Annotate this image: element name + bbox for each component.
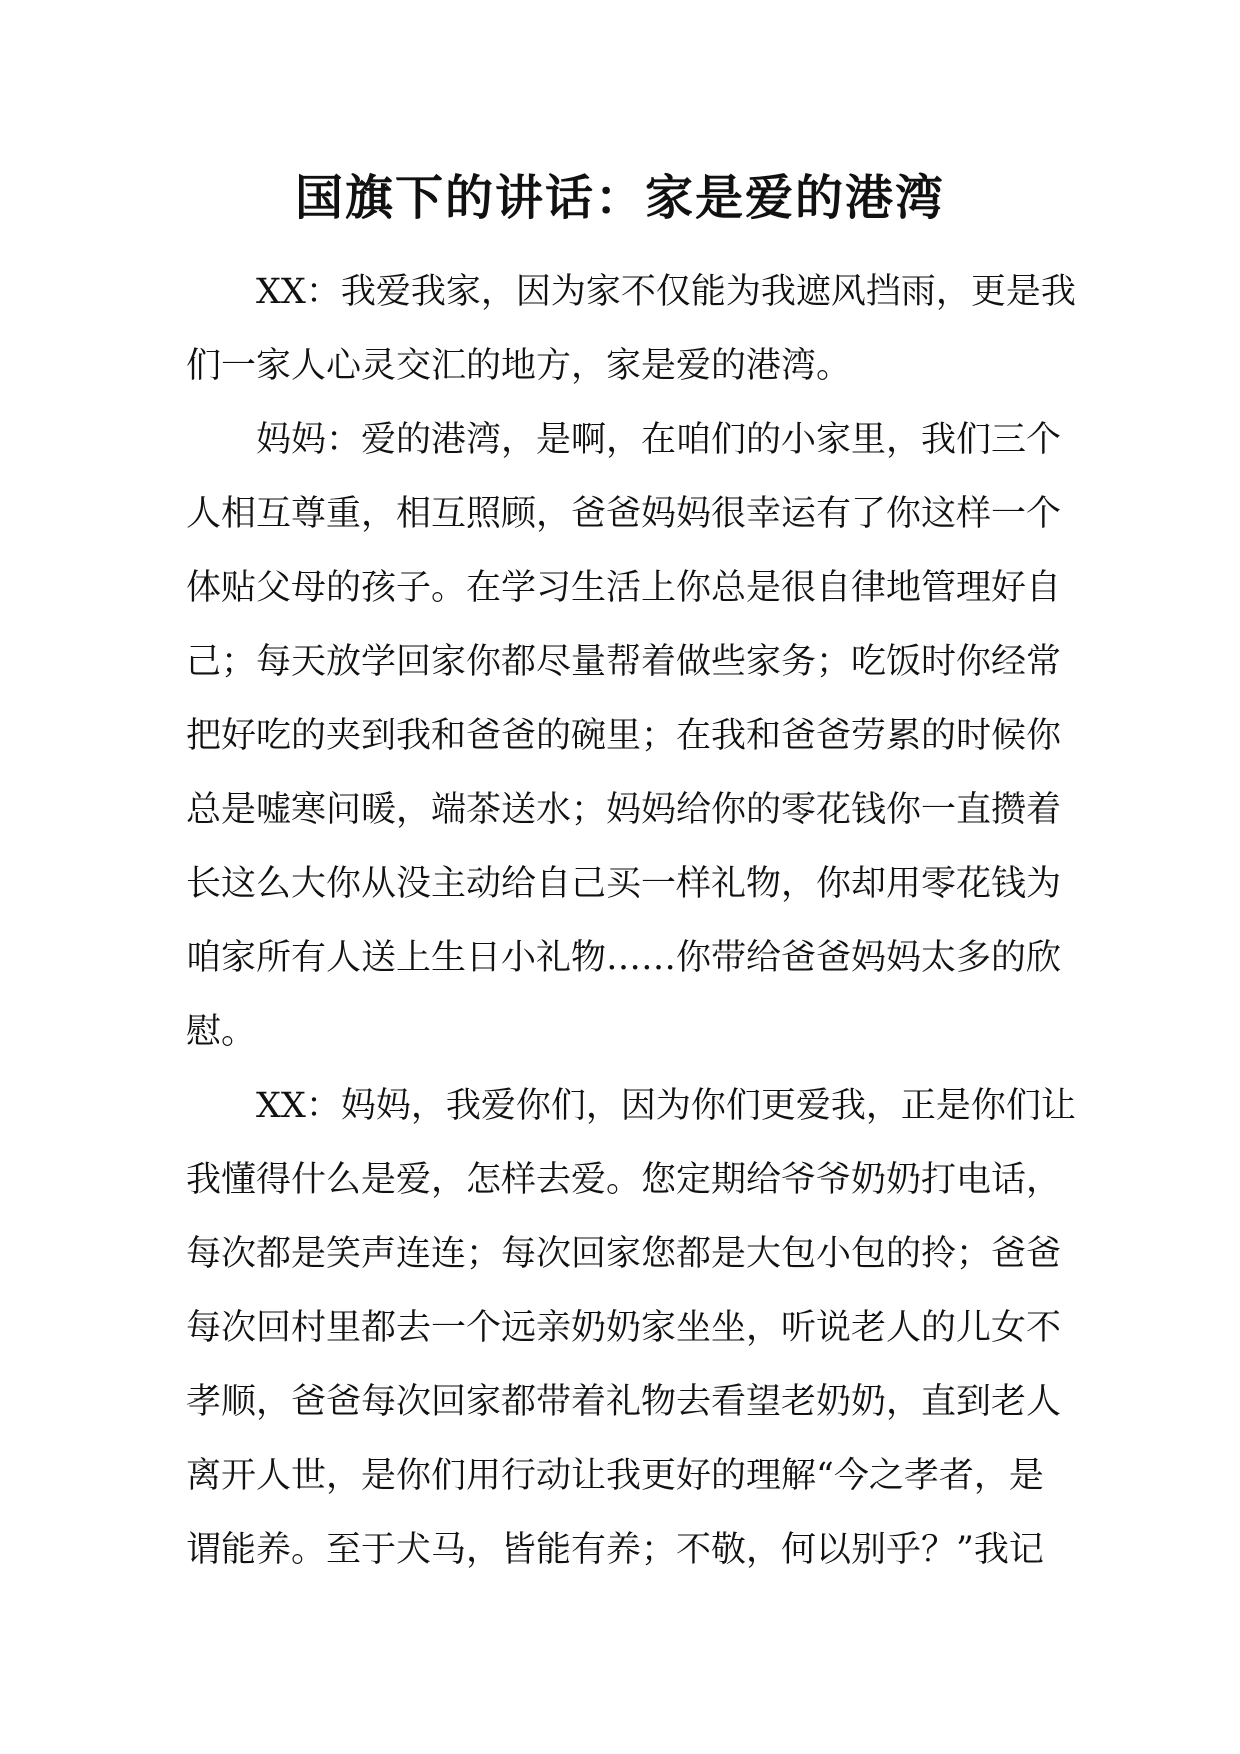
paragraph-3-line-2: 我懂得什么是爱，怎样去爱。您定期给爷爷奶奶打电话， bbox=[186, 1160, 1062, 1200]
paragraph-2-line-7: 长这么大你从没主动给自己买一样礼物，你却用零花钱为 bbox=[186, 864, 1062, 904]
paragraph-3-line-3: 每次都是笑声连连；每次回家您都是大包小包的拎；爸爸 bbox=[186, 1234, 1062, 1274]
paragraph-2-line-9: 慰。 bbox=[186, 1012, 257, 1052]
paragraph-2-line-4: 己；每天放学回家你都尽量帮着做些家务；吃饭时你经常 bbox=[186, 642, 1062, 682]
paragraph-3-line-4: 每次回村里都去一个远亲奶奶家坐坐，听说老人的儿女不 bbox=[186, 1308, 1062, 1348]
paragraph-3-line-6: 离开人世，是你们用行动让我更好的理解“今之孝者，是 bbox=[186, 1456, 1044, 1496]
paragraph-1-line-1: XX：我爱我家，因为家不仅能为我遮风挡雨，更是我 bbox=[256, 272, 1076, 312]
document-title: 国旗下的讲话：家是爱的港湾 bbox=[294, 170, 945, 226]
paragraph-2-line-2: 人相互尊重，相互照顾，爸爸妈妈很幸运有了你这样一个 bbox=[186, 494, 1062, 534]
paragraph-3-line-5: 孝顺，爸爸每次回家都带着礼物去看望老奶奶，直到老人 bbox=[186, 1382, 1062, 1422]
paragraph-2-line-8: 咱家所有人送上生日小礼物……你带给爸爸妈妈太多的欣 bbox=[186, 938, 1062, 978]
paragraph-2-line-6: 总是嘘寒问暖，端茶送水；妈妈给你的零花钱你一直攒着 bbox=[186, 790, 1062, 830]
paragraph-2-line-1: 妈妈：爱的港湾，是啊，在咱们的小家里，我们三个 bbox=[256, 420, 1062, 460]
paragraph-2-line-5: 把好吃的夹到我和爸爸的碗里；在我和爸爸劳累的时候你 bbox=[186, 716, 1062, 756]
paragraph-1-line-2: 们一家人心灵交汇的地方，家是爱的港湾。 bbox=[186, 346, 852, 386]
paragraph-2-line-3: 体贴父母的孩子。在学习生活上你总是很自律地管理好自 bbox=[186, 568, 1062, 608]
paragraph-3-line-1: XX：妈妈，我爱你们，因为你们更爱我，正是你们让 bbox=[256, 1086, 1076, 1126]
document-body bbox=[186, 262, 1076, 1594]
paragraph-3-line-7: 谓能养。至于犬马，皆能有养；不敬，何以别乎？”我记 bbox=[186, 1530, 1044, 1570]
